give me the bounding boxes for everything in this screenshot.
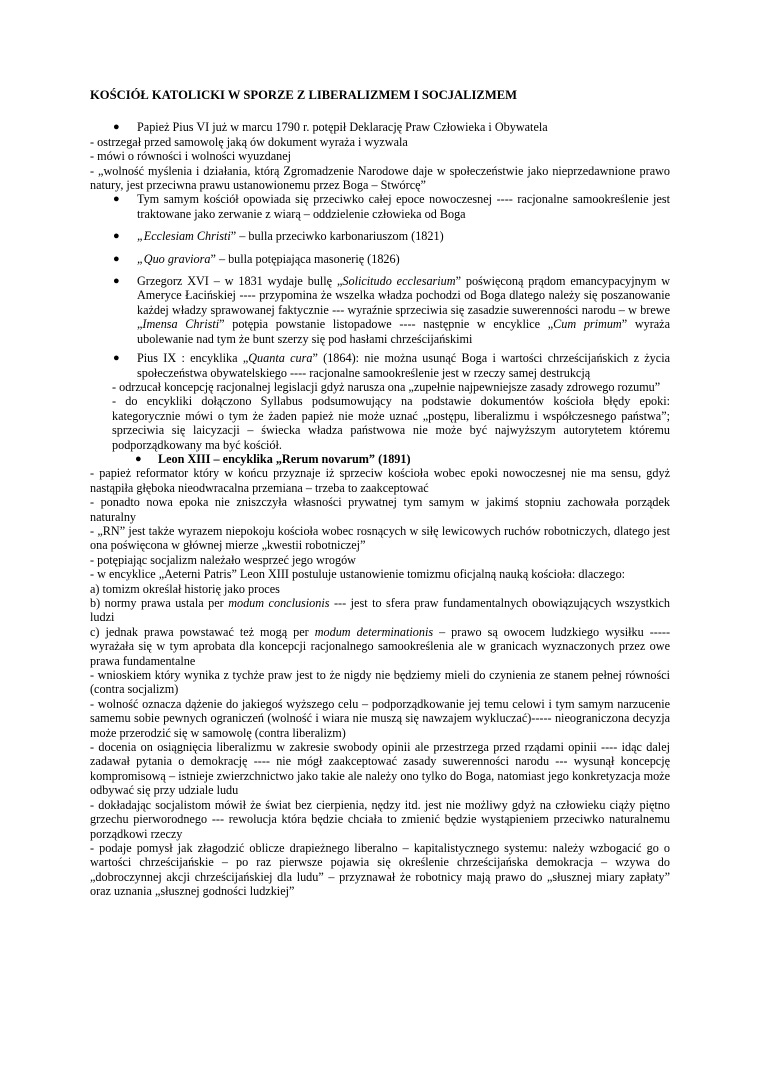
bullet-icon: ● (113, 252, 120, 265)
encyclical-title: Quanta cura (248, 351, 313, 366)
paragraph: - ostrzegał przed samowolę jaką ów dokument wyraża i wyzwala (90, 134, 408, 149)
bullet-icon: ● (113, 230, 120, 243)
paragraph: - w encyklice „Aeterni Patris” Leon XIII postuluje ustanowienie tomizmu oficjalną nauką kościoła: dlaczego: (90, 567, 626, 582)
bull-title: „Ecclesiam Christi (137, 229, 231, 244)
text: – prawo są owocem ludzkiego wysiłku ----- wyrażała się w tym aprobata dla koncepcji racjonalnego samookreślenia ale w granicach wyznaczonych przez owe prawa fundamentalne (90, 624, 671, 668)
brewe-title: Imensa Christi (142, 317, 220, 332)
pius-ix-details (90, 380, 670, 452)
bullet-text: ” – bulla przeciwko karbonariuszom (1821) (230, 229, 444, 244)
section-heading-leo-xiii (90, 452, 670, 466)
text: --- jest to sfera praw fundamentalnych obowiązujących wszystkich ludzi (90, 596, 670, 625)
heading-text: Leon XIII – encyklika „Rerum novarum” (1891) (158, 451, 411, 466)
paragraph: - do encykliki dołączono Syllabus podsumowujący na podstawie dokumentów kościoła błędy epoki: kategorycznie mówi o tym że żaden papież nie może uznać „postępu, liberalizmu i współczesnego państwa”; sprzeciwia się laicyzacji – świecka władza państwowa nie może być najwyższym autorytetem któremu podporządkowany ma być kościół. (112, 394, 670, 452)
paragraph: - „wolność myślenia i działania, którą Zgromadzenie Narodowe daje w społeczeństwie jako nieprzedawnione prawo natury, jest przeciwna prawu ustanowionemu przez Boga – Stwórcę” (90, 163, 670, 193)
bullet-pius-ix (90, 351, 670, 380)
paragraph: - wolność oznacza dążenie do jakiegoś wyższego celu – podporządkowanie jej temu celowi i tym samym narzucenie samemu sobie pewnych ograniczeń (wolność i wiara nie muszą się nawzajem wykluczać)----- nieograniczona decyzja może przerodzić się w samowolę (contra liberalizm) (90, 696, 670, 740)
bullet-text: Pius IX : encyklika „ (137, 351, 249, 366)
paragraph: - podaje pomysł jak złagodzić oblicze drapieżnego liberalno – kapitalistycznego systemu: należy wzbogacić go o wartości chrześcijańskie – po raz pierwsze pojawia się określenie chrześcijańska demokracja – wzywa do „dobroczynnej akcji chrześcijańskiej dla ludu” – przyznawał że robotnicy mają prawo do „słusznej miary zapłaty” oraz uznania „słusznej godności ludzkiej” (90, 840, 670, 899)
bullet-text: Tym samym kościół opowiada się przeciwko całej epoce nowoczesnej ---- racjonalne samookreślenie jest traktowane jako zerwanie z wiarą – oddzielenie człowieka od Boga (137, 192, 670, 221)
bull-title: Solicitudo ecclesarium (342, 274, 456, 289)
document-page (90, 88, 670, 899)
bullet-icon: ● (113, 121, 120, 134)
paragraph: - mówi o równości i wolności wyuzdanej (90, 149, 292, 164)
paragraph: - dokładając socjalistom mówił że świat bez cierpienia, nędzy itd. jest nie możliwy gdyż na człowieku ciąży piętno grzechu pierworodnego --- rewolucja która będzie chciała to zmienić będzie wystąpieniem przeciwko naturalnemu porządkowi rzeczy (90, 797, 670, 841)
paragraph: - docenia on osiągnięcia liberalizmu w zakresie swobody opinii ale przestrzega przed rządami opinii ---- idąc dalej zadawał pytania o demokrację ---- nie mógł zaakceptować zasady suwerenności narodu --- wysunął koncepcję kompromisową – istnieje zwierzchnictwo jako takie ale należy ono tylko do Boga, natomiast jego konkretyzacja może odbywać się przy udziale ludu (90, 740, 670, 798)
bullet-text: Papież Pius VI już w marcu 1790 r. potępił Deklarację Praw Człowieka i Obywatela (137, 120, 548, 135)
paragraph: - „RN” jest także wyrazem niepokoju kościoła wobec rosnących w siłę lewicowych ruchów robotniczych, dlatego jest ona poświęcona w głównej mierze „kwestii robotniczej” (90, 523, 670, 553)
bullet-gregory-xvi (90, 274, 670, 346)
bull-title: „Quo graviora (137, 251, 211, 266)
text: c) jednak prawa powstawać też mogą per (90, 624, 315, 639)
encyclical-title: Cum primum (553, 317, 622, 332)
paragraph (90, 625, 670, 668)
bullet-text: ” (1864): nie można usunąć Boga i wartości chrześcijańskich z życia społeczeństwa obywatelskiego ---- racjonalne samookreślenie jest w rzeczy samej destrukcją (137, 351, 670, 380)
bullet-icon: ● (135, 452, 142, 465)
bullet-ecclesiam-christi (90, 229, 670, 243)
bullet-icon: ● (113, 275, 120, 288)
paragraph: - wnioskiem który wynika z tychże praw jest to że nigdy nie będziemy mieli do czynienia ze stanem pełnej równości (contra socjalizm) (90, 668, 670, 697)
paragraph: - potępiając socjalizm należało wesprzeć jego wrogów (90, 552, 356, 567)
bullet-icon: ● (113, 193, 120, 206)
bullet-text: ” poświęconą prądom emancypacyjnym w Ameryce Łacińskiej ---- przypomina że wszelka władza pochodzi od Boga dlatego należy się poszanowanie każdej władzy sprawowanej faktycznie --- wyraźnie sprzeciwia się zasadzie suwerenności narodu – w brewe „ (137, 274, 670, 332)
paragraph (90, 596, 670, 625)
bullet-text: ” wyraża ubolewanie nad tym że bunt szerzy się pod hasłami chrześcijańskimi (137, 317, 670, 346)
bullet-icon: ● (113, 352, 120, 365)
bullet-text: ” potępia powstanie listopadowe ---- następnie w encyklice „ (219, 317, 554, 332)
paragraph: - ponadto nowa epoka nie zniszczyła własności prywatnej tym samym w jakimś stopniu zachowała porządek naturalny (90, 495, 670, 524)
latin-term: modum conclusionis (228, 596, 330, 610)
latin-term: modum determinationis (314, 624, 434, 639)
paragraph: - papież reformator który w końcu przyznaje iż sprzeciw kościoła wobec epoki nowoczesnej nie ma sensu, gdyż nastąpiła głęboka nieodwracalna przemiana – trzeba to zaakceptować (90, 466, 670, 495)
text: b) normy prawa ustala per (90, 596, 229, 610)
paragraph: a) tomizm określał historię jako proces (90, 581, 280, 596)
document-title: KOŚCIÓŁ KATOLICKI W SPORZE Z LIBERALIZMEM I SOCJALIZMEM (90, 88, 517, 102)
bullet-pius-vi (90, 120, 670, 134)
bullet-modern-epoch (90, 192, 670, 221)
bullet-quo-graviora (90, 252, 670, 266)
bullet-text: Grzegorz XVI – w 1831 wydaje bullę „ (137, 274, 343, 289)
bullet-text: ” – bulla potępiająca masonerię (1826) (210, 251, 400, 266)
paragraph: - odrzucał koncepcję racjonalnej legislacji gdyż narusza ona „zupełnie najpewniejsze zasady zdrowego rozumu” (112, 379, 661, 394)
